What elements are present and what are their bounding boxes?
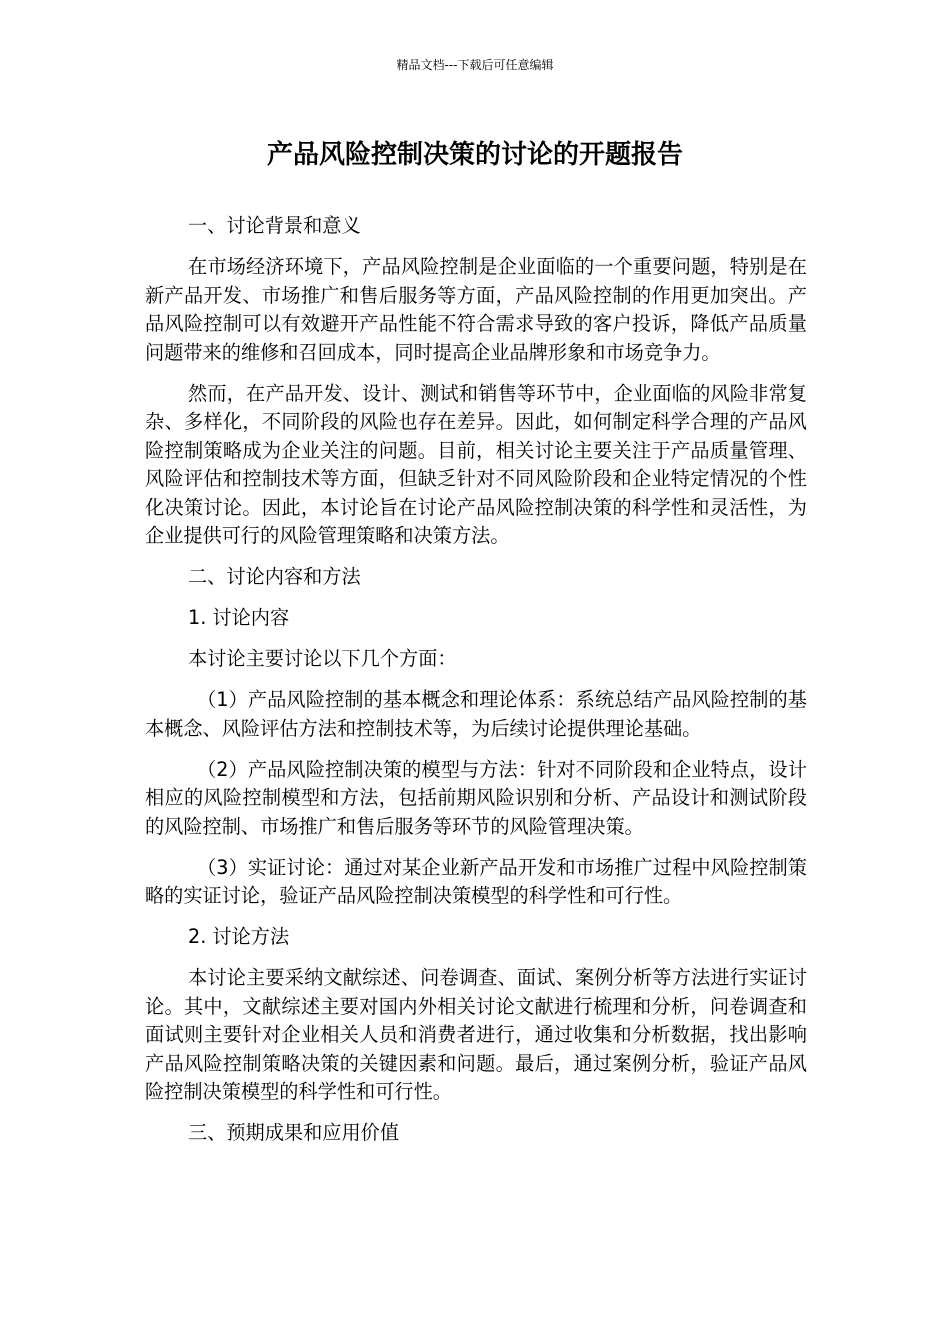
list-item-3: （3）实证讨论：通过对某企业新产品开发和市场推广过程中风险控制策略的实证讨论，验证产品风险控制决策模型的科学性和可行性。: [145, 855, 807, 907]
header-note: 精品文档---下载后可任意编辑: [396, 58, 554, 72]
list-item-2: （2）产品风险控制决策的模型与方法：针对不同阶段和企业特点，设计相应的风险控制模型和方法，包括前期风险识别和分析、产品设计和测试阶段的风险控制、市场推广和售后服务等环节的风险管理决策。: [145, 757, 807, 838]
subheading-research-methods: 2. 讨论方法: [188, 925, 290, 948]
paragraph-background-1: 在市场经济环境下，产品风险控制是企业面临的一个重要问题，特别是在新产品开发、市场推广和售后服务等方面，产品风险控制的作用更加突出。产品风险控制可以有效避开产品性能不符合需求导致的客户投诉，降低产品质量问题带来的维修和召回成本，同时提高企业品牌形象和市场竞争力。: [145, 255, 807, 364]
document-title: 产品风险控制决策的讨论的开题报告: [266, 140, 683, 170]
paragraph-background-2: 然而，在产品开发、设计、测试和销售等环节中，企业面临的风险非常复杂、多样化，不同阶段的风险也存在差异。因此，如何制定科学合理的产品风险控制策略成为企业关注的问题。目前，相关讨论主要关注于产品质量管理、风险评估和控制技术等方面，但缺乏针对不同风险阶段和企业特定情况的个性化决策讨论。因此，本讨论旨在讨论产品风险控制决策的科学性和灵活性，为企业提供可行的风险管理策略和决策方法。: [145, 381, 807, 547]
section-heading-background: 一、讨论背景和意义: [188, 214, 361, 237]
subheading-research-content: 1. 讨论内容: [188, 606, 290, 629]
document-body: [145, 212, 807, 1160]
section-heading-expected-results: 三、预期成果和应用价值: [188, 1121, 400, 1144]
list-item-1: （1）产品风险控制的基本概念和理论体系：系统总结产品风险控制的基本概念、风险评估方法和控制技术等，为后续讨论提供理论基础。: [145, 688, 807, 740]
paragraph-content-intro: 本讨论主要讨论以下几个方面：: [188, 647, 457, 670]
paragraph-methods: 本讨论主要采纳文献综述、问卷调查、面试、案例分析等方法进行实证讨论。其中，文献综述主要对国内外相关讨论文献进行梳理和分析，问卷调查和面试则主要针对企业相关人员和消费者进行，通过收集和分析数据，找出影响产品风险控制策略决策的关键因素和问题。最后，通过案例分析，验证产品风险控制决策模型的科学性和可行性。: [145, 966, 807, 1103]
section-heading-content-methods: 二、讨论内容和方法: [188, 565, 361, 588]
